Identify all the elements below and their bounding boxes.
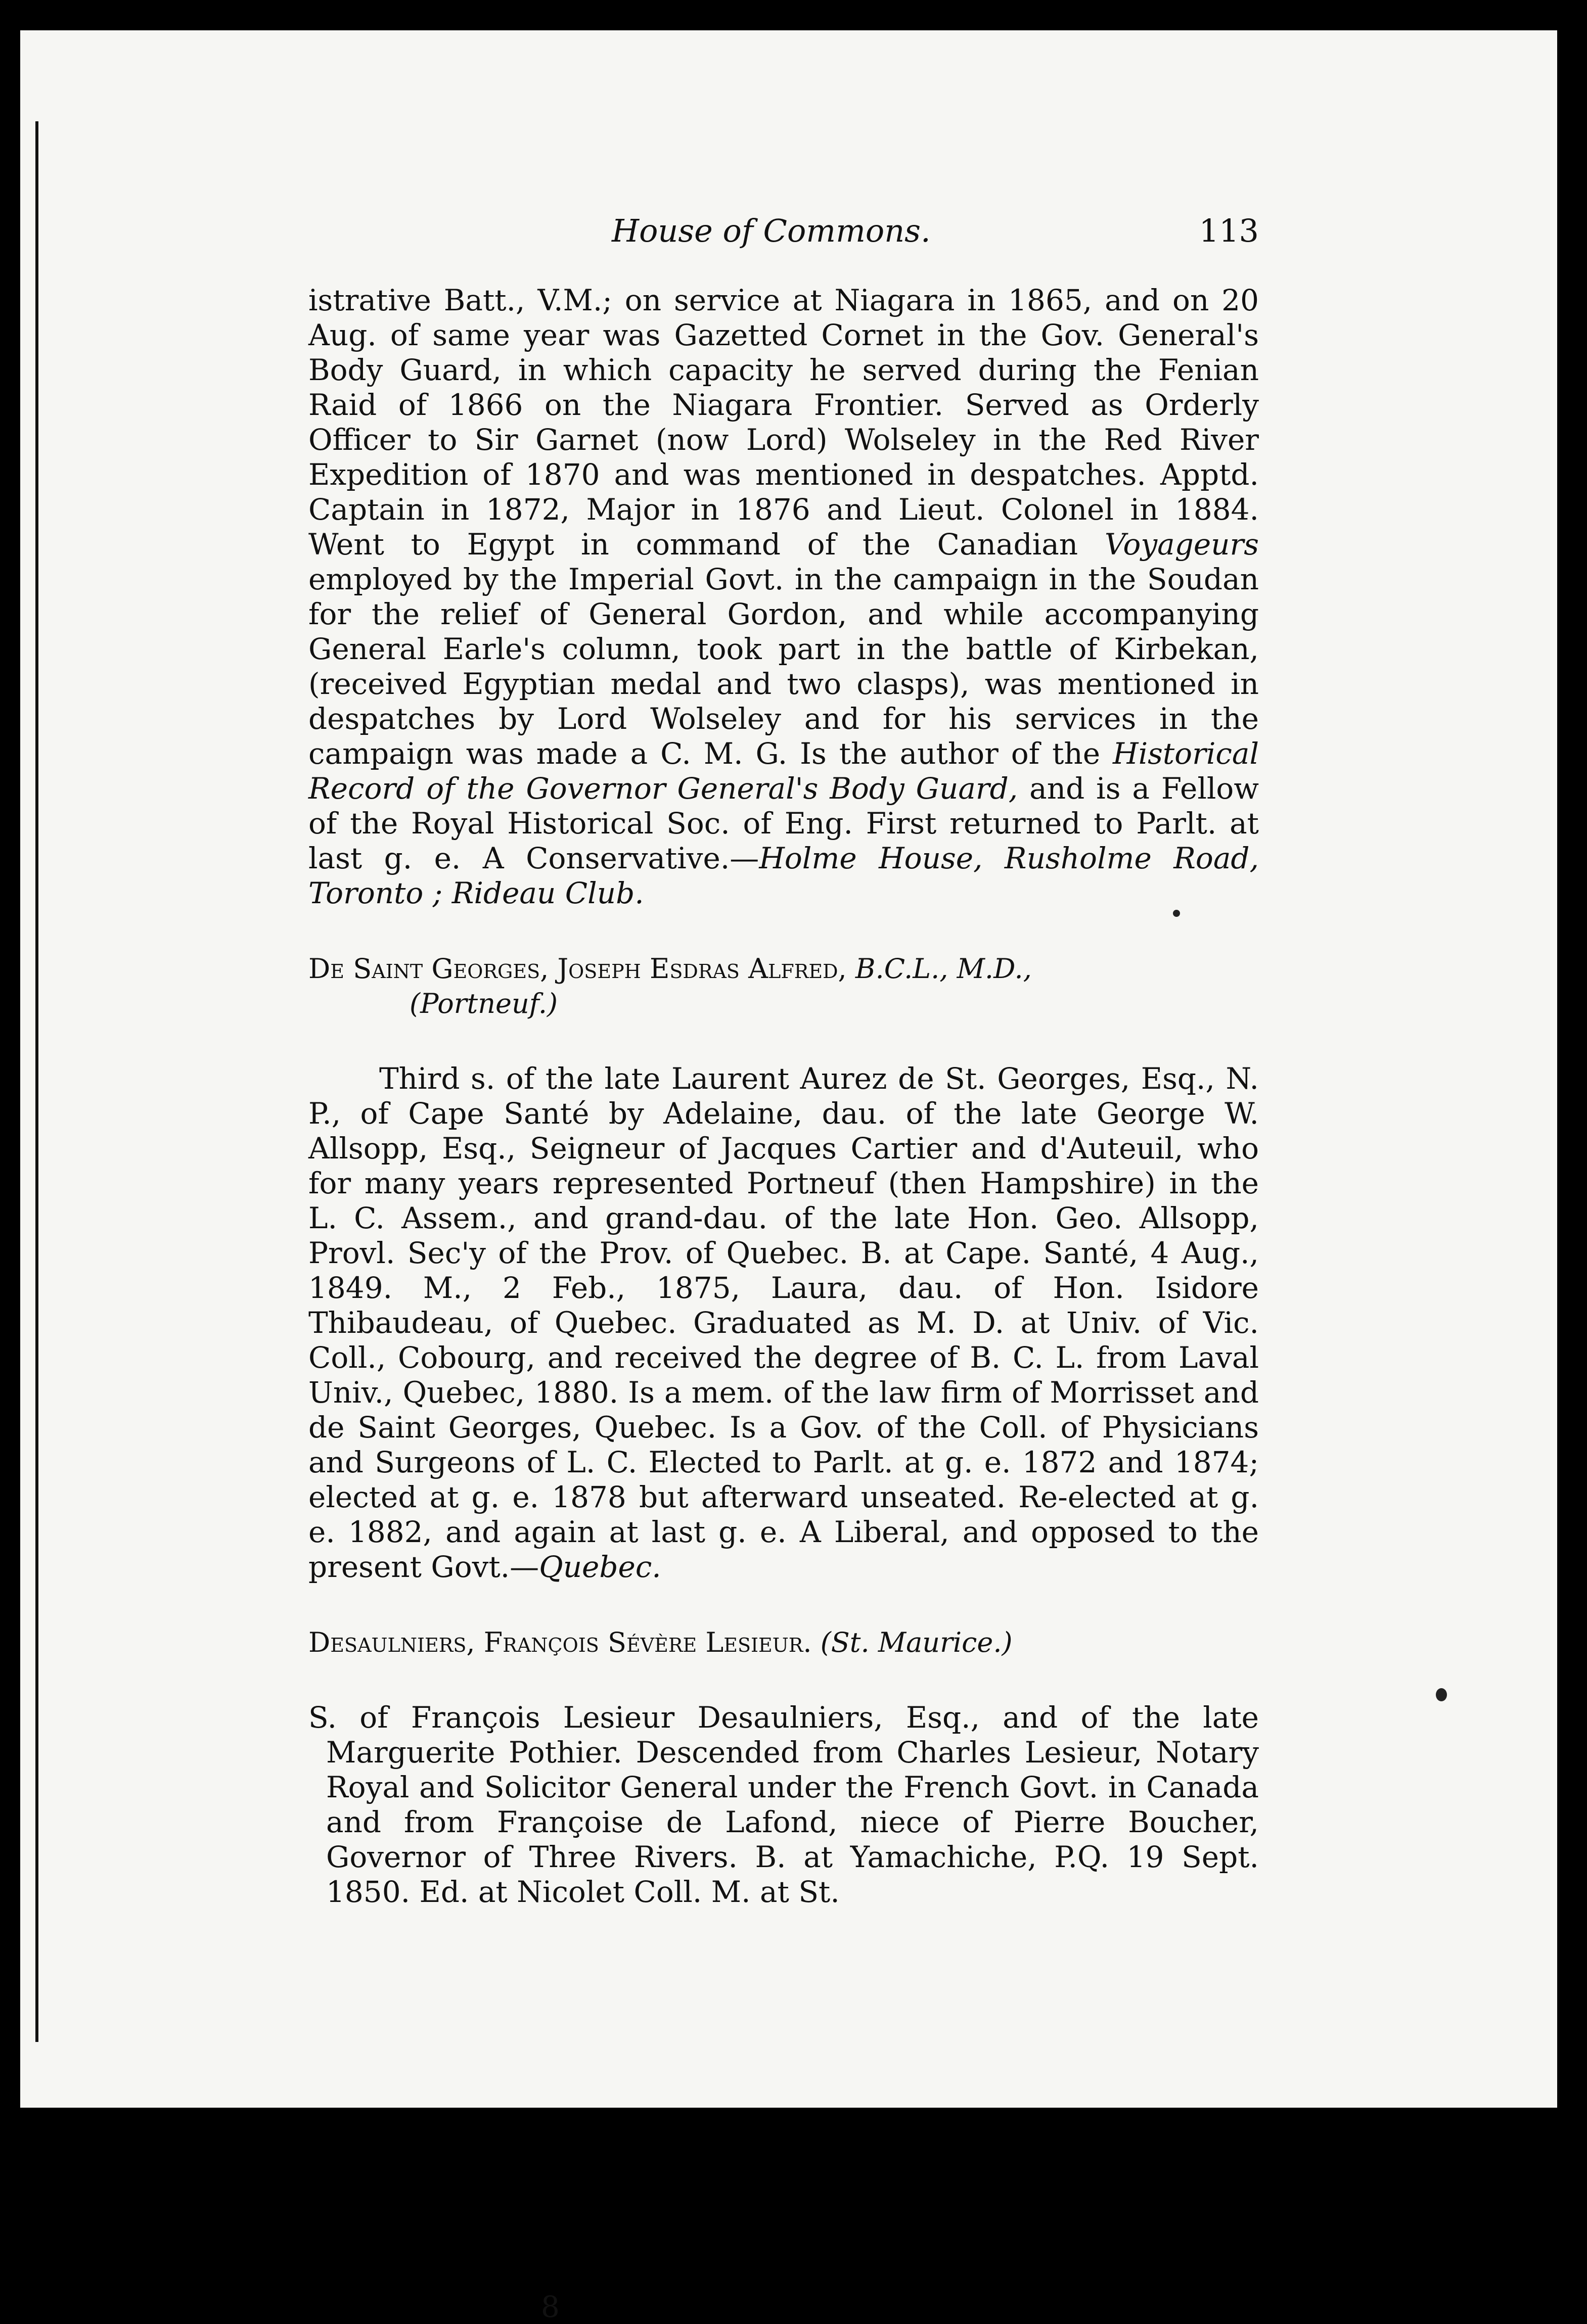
continuation-text-3: and is a Fellow of the Royal Historical Soc. of Eng. First returned to Parlt. at last g. e. A Conservative.— [308, 771, 1259, 875]
running-header [308, 202, 1259, 258]
body-text [308, 283, 1259, 1910]
book-binding-edge [35, 121, 59, 2042]
running-title: House of Commons. [612, 212, 931, 249]
entry-constituency: (St. Maurice.) [820, 1626, 1013, 1658]
entry-paragraph-de-saint-georges [308, 1061, 1259, 1585]
signature-mark: 8 [541, 2290, 560, 2324]
entry-name: De Saint Georges, Joseph Esdras Alfred, [308, 953, 847, 985]
continuation-italic-2: Historical Record of the Governor General's Body Guard, [308, 736, 1259, 806]
entry-constituency: (Portneuf.) [410, 988, 558, 1019]
scanned-page [20, 30, 1557, 2324]
entry-heading-desaulniers [308, 1625, 1259, 1660]
entry-degrees: B.C.L., M.D., [846, 953, 1032, 985]
page-number: 113 [1199, 212, 1259, 249]
entry-name: Desaulniers, François Sévère Lesieur. [308, 1626, 812, 1658]
speck-mark [1173, 910, 1180, 917]
continuation-text-1: istrative Batt., V.M.; on service at Niagara in 1865, and on 20 Aug. of same year was Gazetted Cornet in the Gov. General's Body Guard, in which capacity he served during the Fenian Raid of 1866 on the Niagara Frontier. Served as Orderly Officer to Sir Garnet (now Lord) Wolseley in the Red River Expedition of 1870 and was mentioned in despatches. Apptd. Captain in 1872, Major in 1876 and Lieut. Colonel in 1884. Went to Egypt in command of the Canadian [308, 283, 1259, 562]
entry-paragraph-desaulniers [308, 1700, 1259, 1910]
entry-heading-de-saint-georges [308, 951, 1259, 1021]
entry-text: Third s. of the late Laurent Aurez de St. Georges, Esq., N. P., of Cape Santé by Adelaine, dau. of the late George W. Allsopp, Esq., Seigneur of Jacques Cartier and d'Auteuil, who for many years represented Portneuf (then Hampshire) in the L. C. Assem., and grand-dau. of the late Hon. Geo. Allsopp, Provl. Sec'y of the Prov. of Quebec. B. at Cape. Santé, 4 Aug., 1849. M., 2 Feb., 1875, Laura, dau. of Hon. Isidore Thibaudeau, of Quebec. Graduated as M. D. at Univ. of Vic. Coll., Cobourg, and received the degree of B. C. L. from Laval Univ., Quebec, 1880. Is a mem. of the law firm of Morrisset and de Saint Georges, Quebec. Is a Gov. of the Coll. of Physicians and Surgeons of L. C. Elected to Parlt. at g. e. 1872 and 1874; elected at g. e. 1878 but afterward unseated. Re-elected at g. e. 1882, and again at last g. e. A Liberal, and opposed to the present Govt.— [308, 1061, 1259, 1584]
continuation-paragraph [308, 283, 1259, 911]
entry-text: S. of François Lesieur Desaulniers, Esq., and of the late Marguerite Pothier. Descended from Charles Lesieur, Notary Royal and Solicitor General under the French Govt. in Canada and from Françoise de Lafond, niece of Pierre Boucher, Governor of Three Rivers. B. at Yamachiche, P.Q. 19 Sept. 1850. Ed. at Nicolet Coll. M. at St. [308, 1700, 1259, 1909]
continuation-text-2: employed by the Imperial Govt. in the campaign in the Soudan for the relief of General Gordon, and while accompanying General Earle's column, took part in the battle of Kirbekan, (received Egyptian medal and two clasps), was mentioned in despatches by Lord Wolseley and for his services in the campaign was made a C. M. G. Is the author of the [308, 562, 1259, 771]
continuation-address: Holme House, Rusholme Road, Toronto ; Rideau Club. [308, 841, 1259, 910]
entry-address: Quebec. [539, 1550, 661, 1584]
speck-mark [1436, 1688, 1447, 1701]
continuation-italic-1: Voyageurs [1104, 527, 1259, 562]
